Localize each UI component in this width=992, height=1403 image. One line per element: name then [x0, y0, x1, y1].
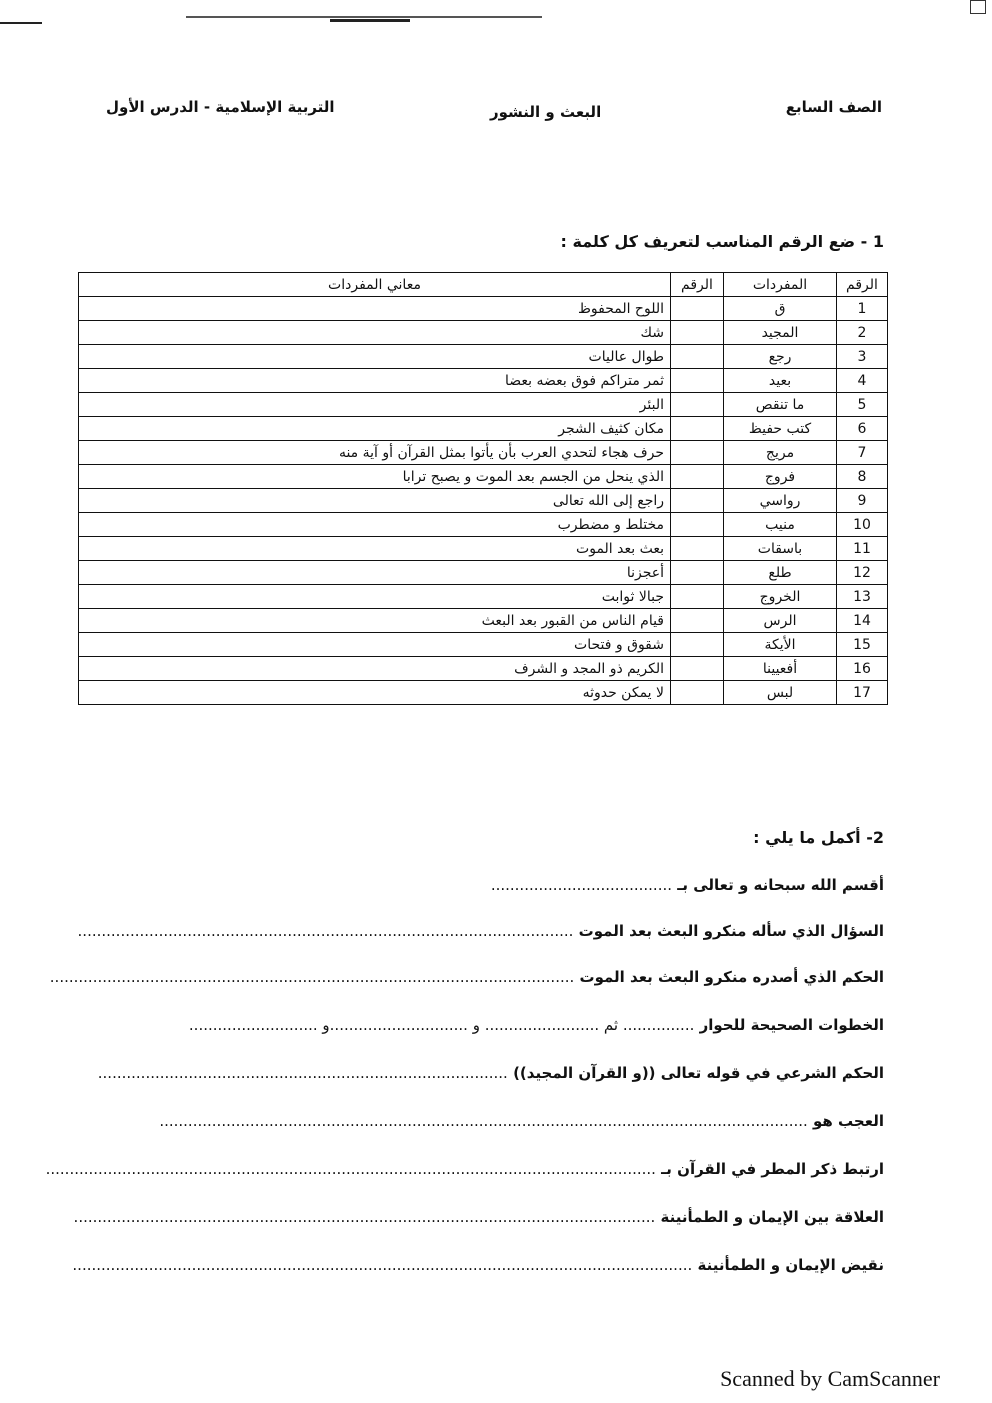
- row-word: كتب حفيظ: [724, 417, 837, 441]
- row-answer-blank[interactable]: [671, 681, 724, 705]
- row-answer-blank[interactable]: [671, 633, 724, 657]
- table-row: [79, 297, 888, 321]
- row-answer-blank[interactable]: [671, 657, 724, 681]
- row-number: 1: [837, 297, 888, 321]
- fill-in-blank[interactable]: ......................................: [490, 876, 672, 894]
- vocabulary-table: [78, 272, 888, 705]
- row-number: 12: [837, 561, 888, 585]
- fill-in-line: [491, 876, 884, 894]
- row-word: باسقات: [724, 537, 837, 561]
- fill-in-blank[interactable]: ..................................................................................................................................: [72, 1256, 693, 1274]
- camscanner-watermark: Scanned by CamScanner: [720, 1366, 940, 1391]
- row-meaning: بعث بعد الموت: [79, 537, 671, 561]
- table-row: [79, 633, 888, 657]
- row-number: 5: [837, 393, 888, 417]
- fill-in-line: [50, 968, 884, 986]
- table-row: [79, 321, 888, 345]
- row-word: ق: [724, 297, 837, 321]
- row-number: 4: [837, 369, 888, 393]
- row-word: طلع: [724, 561, 837, 585]
- row-answer-blank[interactable]: [671, 321, 724, 345]
- question1-title: 1 - ضع الرقم المناسب لتعريف كل كلمة :: [560, 232, 884, 251]
- row-word: رواسي: [724, 489, 837, 513]
- row-answer-blank[interactable]: [671, 561, 724, 585]
- table-row: [79, 441, 888, 465]
- table-row: [79, 417, 888, 441]
- row-answer-blank[interactable]: [671, 297, 724, 321]
- row-answer-blank[interactable]: [671, 465, 724, 489]
- fill-in-line: [159, 1112, 884, 1130]
- row-meaning: حرف هجاء لتحدي العرب بأن يأتوا بمثل القرآن أو آية منه: [79, 441, 671, 465]
- fill-in-prompt: أقسم الله سبحانه و تعالى بـ: [677, 876, 884, 894]
- row-word: بعيد: [724, 369, 837, 393]
- fill-in-line: [72, 1256, 884, 1274]
- fill-in-prompt: الخطوات الصحيحة للحوار: [699, 1016, 884, 1034]
- row-word: مريج: [724, 441, 837, 465]
- row-number: 9: [837, 489, 888, 513]
- table-row: [79, 393, 888, 417]
- fill-in-prompt: الحكم الذي أصدره منكرو البعث بعد الموت: [579, 968, 884, 986]
- fill-in-prompt: ارتبط ذكر المطر في القرآن بـ: [661, 1160, 884, 1178]
- row-meaning: أعجزنا: [79, 561, 671, 585]
- table-row: [79, 609, 888, 633]
- table-row: [79, 513, 888, 537]
- fill-in-blank[interactable]: ..........................................................................................................................: [73, 1208, 656, 1226]
- row-word: ما تنقص: [724, 393, 837, 417]
- row-word: الخروج: [724, 585, 837, 609]
- row-number: 15: [837, 633, 888, 657]
- table-row: [79, 489, 888, 513]
- fill-in-prompt: السؤال الذي سأله منكرو البعث بعد الموت: [578, 922, 884, 940]
- row-meaning: البئر: [79, 393, 671, 417]
- header-subject: التربية الإسلامية - الدرس الأول: [106, 98, 335, 116]
- header-grade: الصف السابع: [785, 98, 882, 116]
- row-answer-blank[interactable]: [671, 345, 724, 369]
- row-word: فروج: [724, 465, 837, 489]
- fill-in-blank[interactable]: ......................................................................................: [97, 1064, 508, 1082]
- table-row: [79, 345, 888, 369]
- row-number: 6: [837, 417, 888, 441]
- row-word: منيب: [724, 513, 837, 537]
- col-meaning-header: معاني المفردات: [79, 273, 671, 297]
- fill-in-prompt: العجب هو: [813, 1112, 884, 1130]
- row-meaning: راجع إلى الله تعالى: [79, 489, 671, 513]
- question2-title: 2- أكمل ما يلي :: [753, 828, 884, 847]
- table-row: [79, 537, 888, 561]
- row-number: 7: [837, 441, 888, 465]
- row-number: 3: [837, 345, 888, 369]
- row-answer-blank[interactable]: [671, 369, 724, 393]
- scan-edge-mark-top: [186, 16, 542, 18]
- table-row: [79, 369, 888, 393]
- row-word: لبس: [724, 681, 837, 705]
- row-meaning: شقوق و فتحات: [79, 633, 671, 657]
- row-number: 2: [837, 321, 888, 345]
- fill-in-line: [189, 1016, 884, 1034]
- row-number: 10: [837, 513, 888, 537]
- row-meaning: شك: [79, 321, 671, 345]
- row-answer-blank[interactable]: [671, 537, 724, 561]
- row-meaning: ثمر متراكم فوق بعضه بعضا: [79, 369, 671, 393]
- fill-in-line: [74, 1208, 884, 1226]
- row-word: الرس: [724, 609, 837, 633]
- col-number-header: الرقم: [837, 273, 888, 297]
- row-meaning: الذي ينحل من الجسم بعد الموت و يصبح ترابا: [79, 465, 671, 489]
- row-word: رجع: [724, 345, 837, 369]
- row-answer-blank[interactable]: [671, 393, 724, 417]
- scan-edge-mark-right: [970, 0, 986, 14]
- row-meaning: لا يمكن حدوثه: [79, 681, 671, 705]
- row-meaning: مختلط و مضطرب: [79, 513, 671, 537]
- row-meaning: طوال عاليات: [79, 345, 671, 369]
- fill-in-blank[interactable]: ............... ثم ........................ و .............................و ...........................: [188, 1016, 695, 1034]
- table-row: [79, 585, 888, 609]
- row-word: الأيكة: [724, 633, 837, 657]
- scan-edge-mark-left: [0, 22, 42, 24]
- row-number: 17: [837, 681, 888, 705]
- row-word: المجيد: [724, 321, 837, 345]
- fill-in-prompt: العلاقة بين الإيمان و الطمأنينة: [660, 1208, 884, 1226]
- row-meaning: الكريم ذو المجد و الشرف: [79, 657, 671, 681]
- row-number: 8: [837, 465, 888, 489]
- header-topic: البعث و النشور: [490, 103, 602, 121]
- fill-in-blank[interactable]: ........................................................................................................................................: [159, 1112, 808, 1130]
- row-meaning: قيام الناس من القبور بعد البعث: [79, 609, 671, 633]
- row-meaning: اللوح المحفوظ: [79, 297, 671, 321]
- row-answer-blank[interactable]: [671, 417, 724, 441]
- table-row: [79, 657, 888, 681]
- col-answer-header: الرقم: [671, 273, 724, 297]
- scan-edge-mark-top-bold: [330, 19, 410, 22]
- fill-in-line: [46, 1160, 884, 1178]
- row-number: 13: [837, 585, 888, 609]
- table-row: [79, 561, 888, 585]
- row-meaning: مكان كثيف الشجر: [79, 417, 671, 441]
- row-number: 16: [837, 657, 888, 681]
- fill-in-prompt: نقيض الإيمان و الطمأنينة: [697, 1256, 884, 1274]
- table-row: [79, 465, 888, 489]
- row-answer-blank[interactable]: [671, 489, 724, 513]
- fill-in-blank[interactable]: ........................................................................................................: [77, 922, 574, 940]
- row-word: أفعيينا: [724, 657, 837, 681]
- fill-in-line: [98, 1064, 884, 1082]
- fill-in-blank[interactable]: ................................................................................................................................: [45, 1160, 656, 1178]
- table-row: [79, 681, 888, 705]
- table-header-row: [79, 273, 888, 297]
- row-number: 11: [837, 537, 888, 561]
- row-answer-blank[interactable]: [671, 441, 724, 465]
- fill-in-prompt: الحكم الشرعي في قوله تعالى ((و القرآن المجيد)): [513, 1064, 884, 1082]
- row-number: 14: [837, 609, 888, 633]
- fill-in-line: [78, 922, 884, 940]
- row-answer-blank[interactable]: [671, 609, 724, 633]
- row-meaning: جبالا ثوابت: [79, 585, 671, 609]
- col-word-header: المفردات: [724, 273, 837, 297]
- fill-in-blank[interactable]: ..............................................................................................................: [49, 968, 575, 986]
- row-answer-blank[interactable]: [671, 513, 724, 537]
- row-answer-blank[interactable]: [671, 585, 724, 609]
